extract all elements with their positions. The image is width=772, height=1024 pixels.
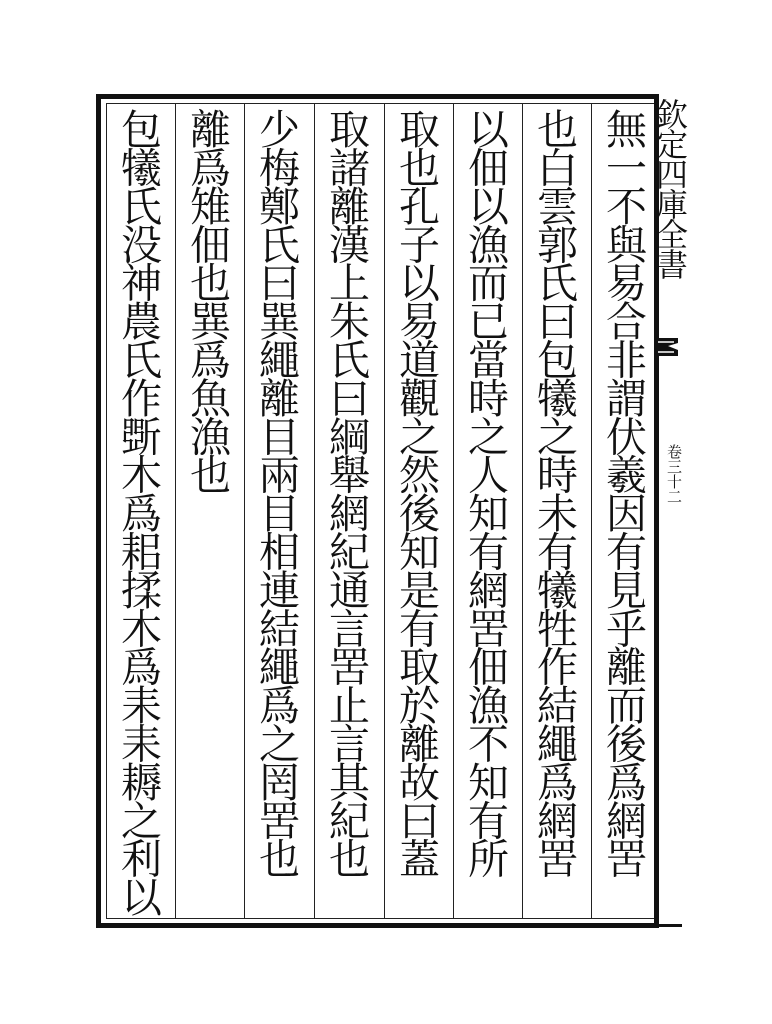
- volume-label: 卷三十二: [665, 444, 683, 504]
- text-column-3: 以佃以漁而已當時之人知有網罟佃漁不知有所: [461, 108, 509, 877]
- text-column-7: 離爲雉佃也巽爲魚漁也: [183, 108, 231, 493]
- text-column-4: 取也孔子以易道觀之然後知是有取於離故曰蓋: [392, 108, 440, 877]
- bottom-rule: [96, 924, 682, 927]
- text-column-2: 也白雲郭氏曰包犧之時未有犧牲作結繩爲網罟: [530, 108, 578, 877]
- text-column-8: 包犧氏没神農氏作斲木爲耜揉木爲耒耒耨之利以: [114, 108, 162, 915]
- text-column-5: 取諸離漢上朱氏曰綱舉網紀通言罟止言其紀也: [322, 108, 370, 877]
- text-column-1: 無一不與易合非謂伏羲因有見乎離而後爲網罟: [599, 108, 647, 877]
- fish-tail-mark-icon: [652, 334, 682, 364]
- text-column-6: 少梅鄭氏曰巽繩離目兩目相連結繩爲之罔罟也: [252, 108, 300, 877]
- banner-title: 欽定四庫全書: [651, 98, 689, 278]
